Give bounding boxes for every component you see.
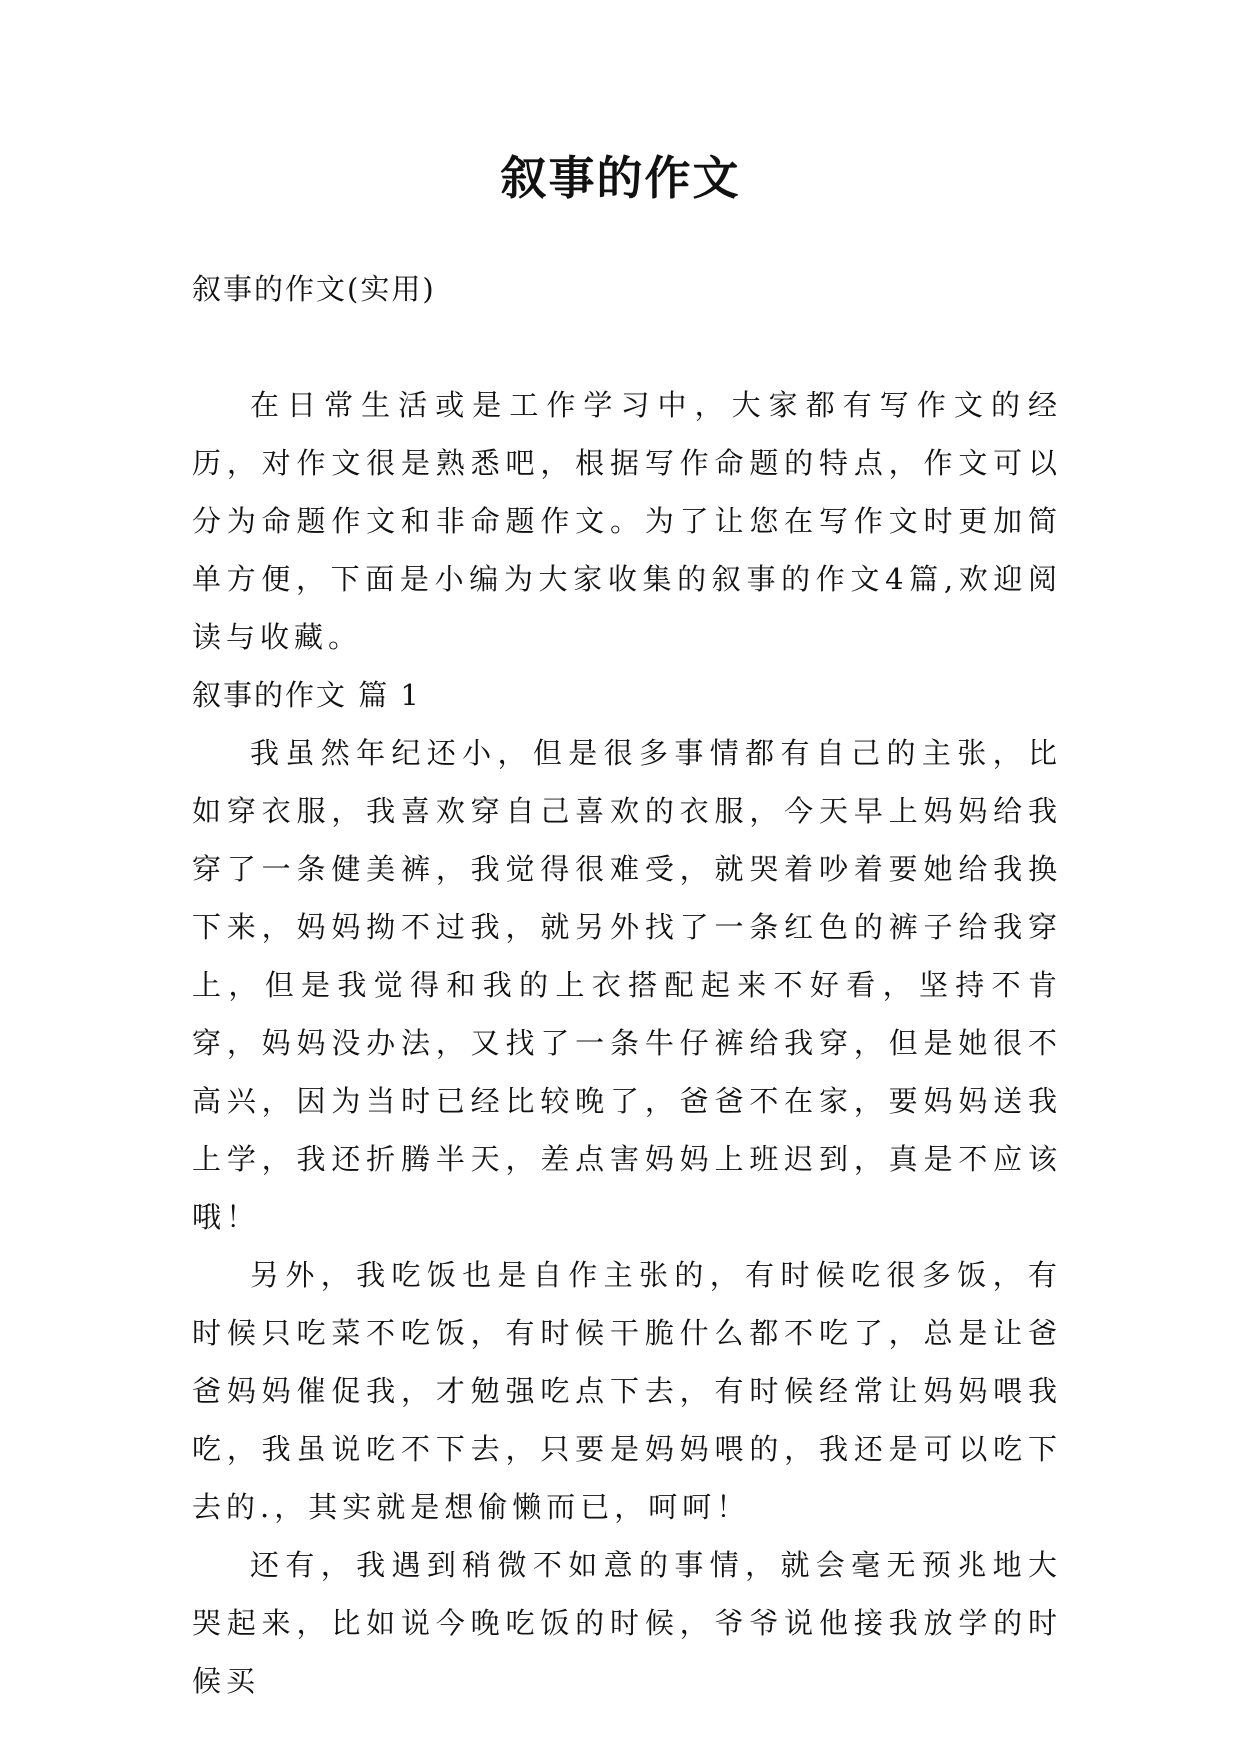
- body-paragraph-3: 还有，我遇到稍微不如意的事情，就会毫无预兆地大哭起来，比如说今晚吃饭的时候，爷爷说他接我放学的时候买: [192, 1548, 1062, 1698]
- intro-paragraph: 在日常生活或是工作学习中，大家都有写作文的经历，对作文很是熟悉吧，根据写作命题的特点，作文可以分为命题作文和非命题作文。为了让您在写作文时更加简单方便，下面是小编为大家收集的叙事的作文4篇,欢迎阅读与收藏。: [192, 388, 1062, 654]
- document-body: [192, 260, 1062, 1710]
- section-heading: 叙事的作文 篇 1: [192, 678, 421, 712]
- body-paragraph-2: 另外，我吃饭也是自作主张的，有时候吃很多饭，有时候只吃菜不吃饭，有时候干脆什么都不吃了，总是让爸爸妈妈催促我，才勉强吃点下去，有时候经常让妈妈喂我吃，我虽说吃不下去，只要是妈妈喂的，我还是可以吃下去的.，其实就是想偷懒而已，呵呵！: [192, 1258, 1062, 1524]
- body-paragraph-1: 我虽然年纪还小，但是很多事情都有自己的主张，比如穿衣服，我喜欢穿自己喜欢的衣服，今天早上妈妈给我穿了一条健美裤，我觉得很难受，就哭着吵着要她给我换下来，妈妈拗不过我，就另外找了一条红色的裤子给我穿上，但是我觉得和我的上衣搭配起来不好看，坚持不肯穿，妈妈没办法，又找了一条牛仔裤给我穿，但是她很不高兴，因为当时已经比较晚了，爸爸不在家，要妈妈送我上学，我还折腾半天，差点害妈妈上班迟到，真是不应该哦！: [192, 736, 1062, 1234]
- document-subtitle: 叙事的作文(实用): [192, 272, 436, 306]
- document-title: 叙事的作文: [500, 151, 741, 205]
- spacer: [192, 318, 1062, 376]
